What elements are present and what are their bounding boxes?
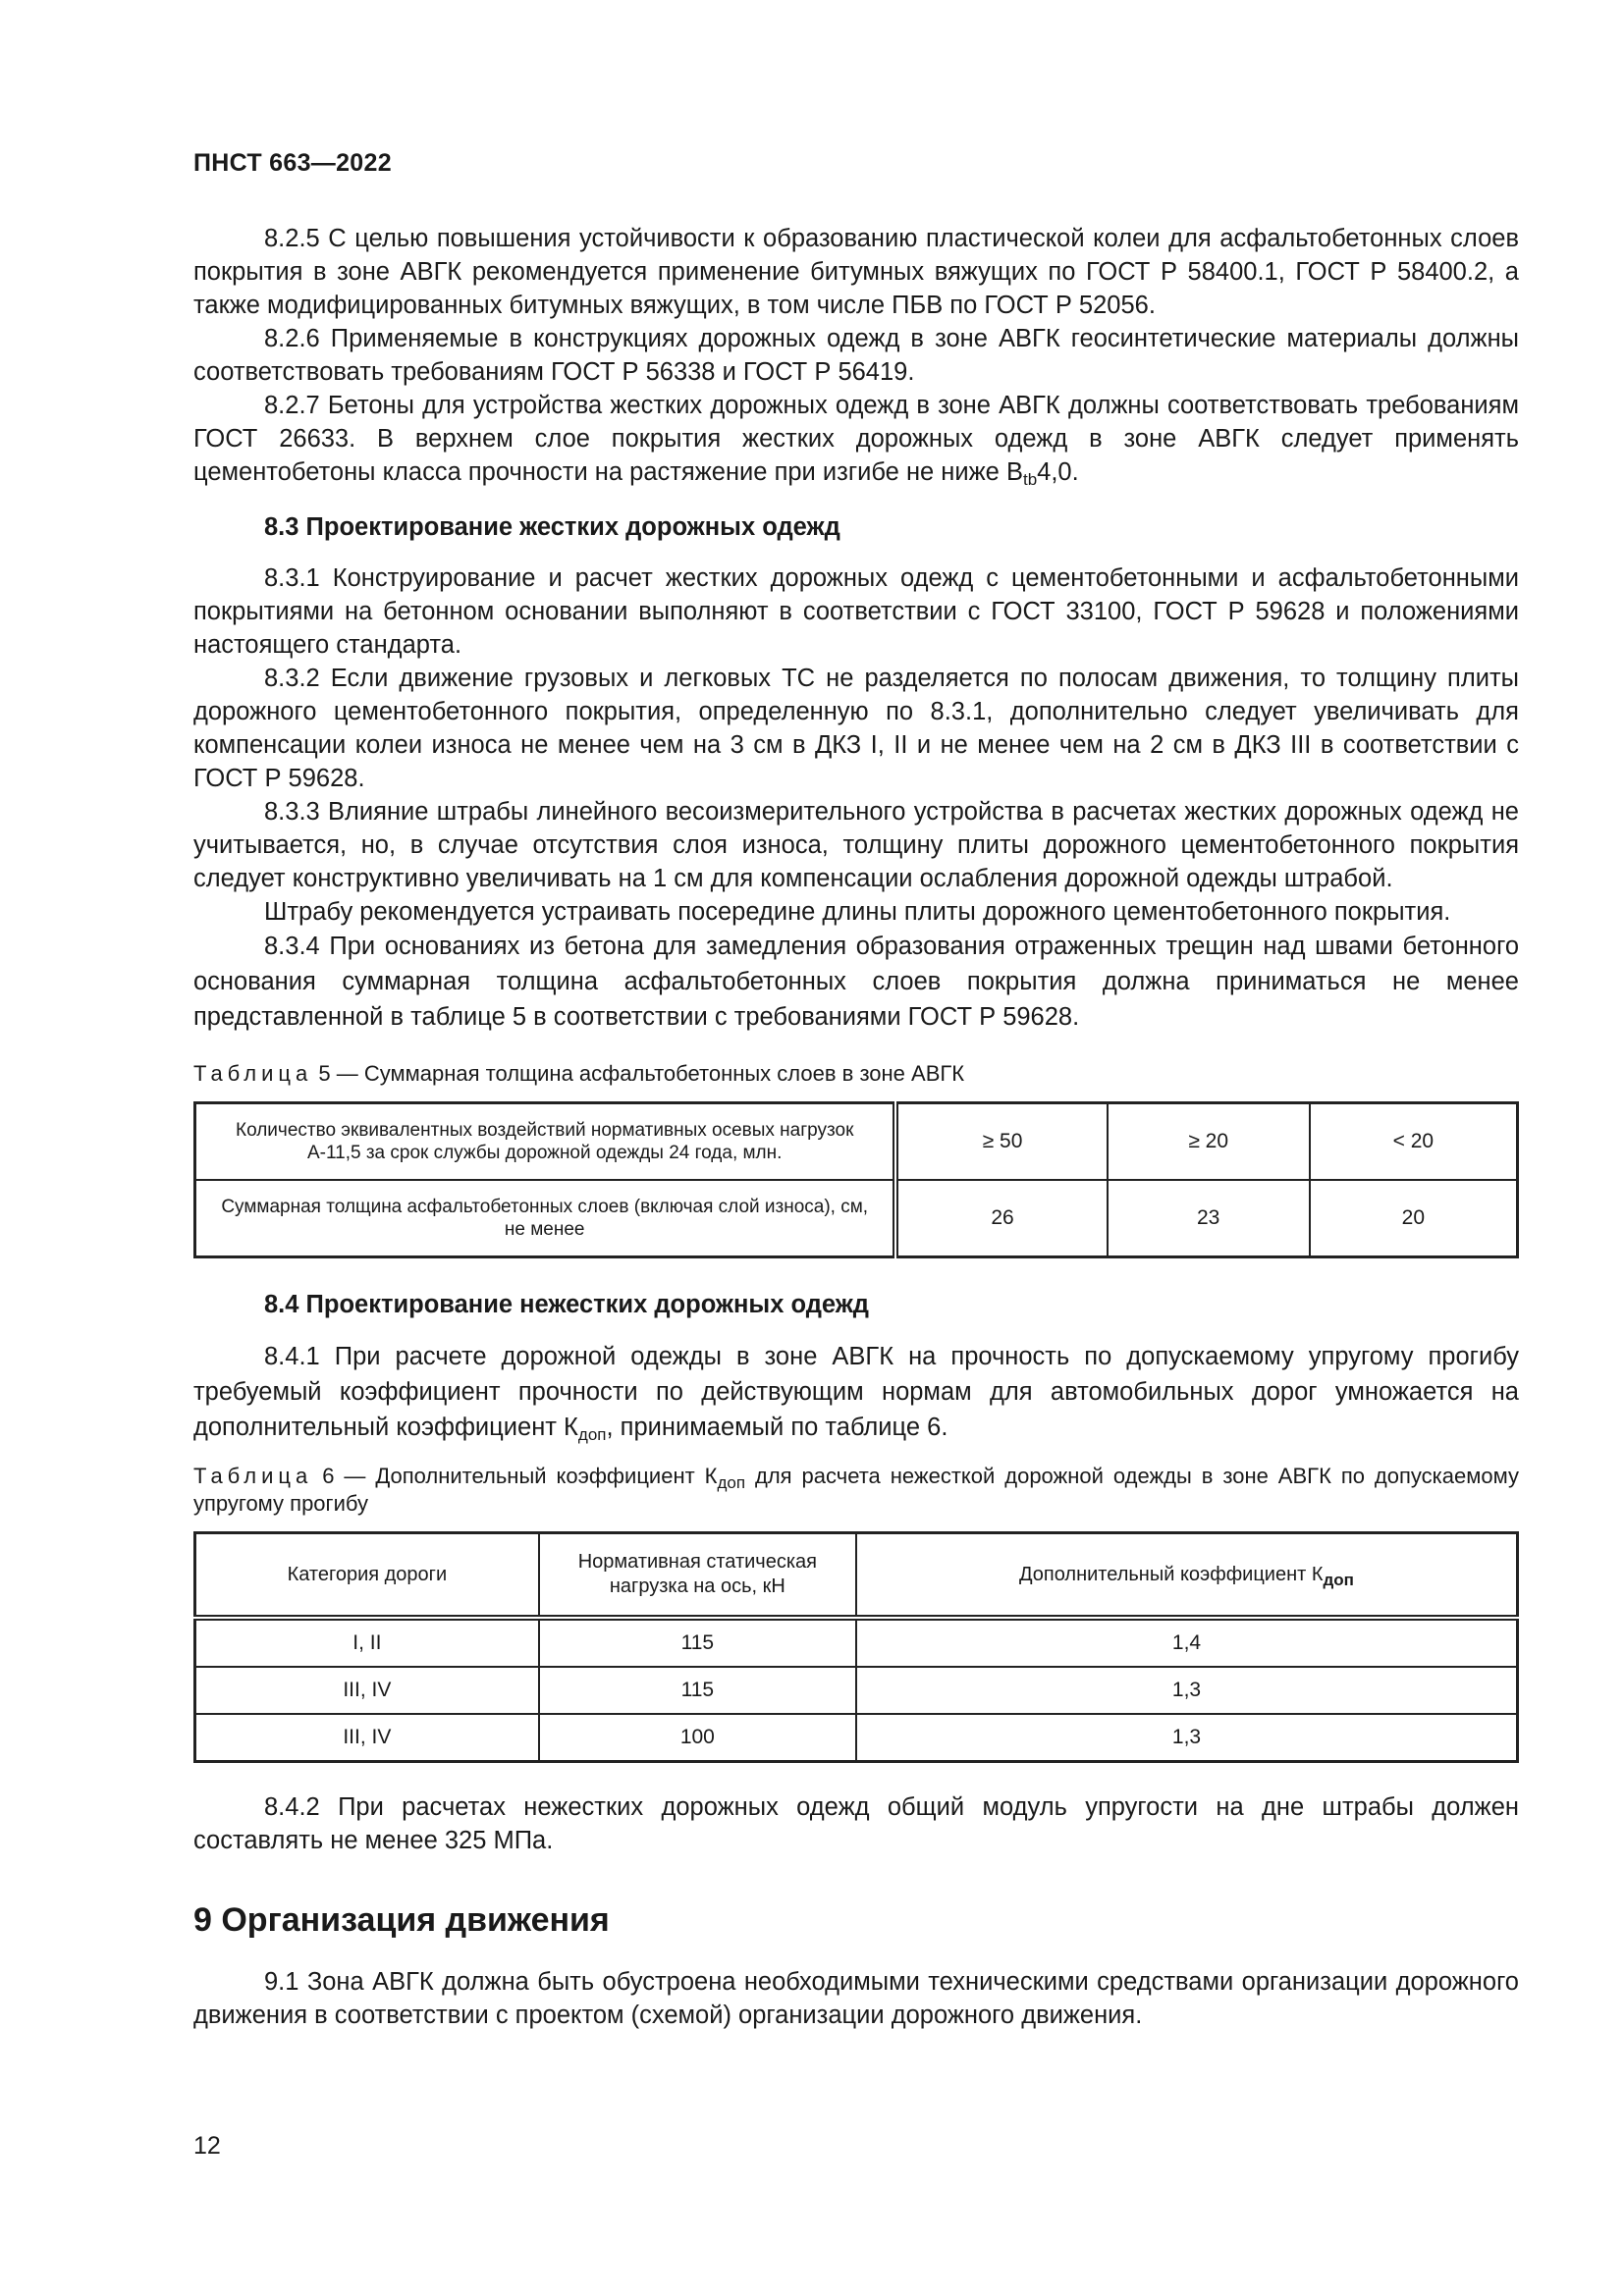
table-cell: < 20 xyxy=(1310,1103,1518,1181)
subscript: доп xyxy=(577,1425,607,1444)
table-cell-label: Суммарная толщина асфальтобетонных слоев (включая слой износа), см, не менее xyxy=(195,1180,896,1257)
section-title-9: 9 Организация движения xyxy=(193,1901,610,1939)
subscript: tb xyxy=(1022,470,1038,489)
paragraph-8-2-5: 8.2.5 С целью повышения устойчивости к образованию пластической колеи для асфальтобетонных слоев покрытия в зоне АВГК рекомендуется применение битумных вяжущих по ГОСТ Р 58400.1, ГОСТ Р 58400.2, а также модифицированных битумных вяжущих, в том числе ПБВ по ГОСТ Р 52056. xyxy=(193,225,1519,319)
paragraph-8-4-2: 8.4.2 При расчетах нежестких дорожных одежд общий модуль упругости на дне штрабы должен составлять не менее 325 МПа. xyxy=(193,1793,1519,1854)
paragraph-8-3-4: 8.3.4 При основаниях из бетона для замедления образования отраженных трещин над швами бетонного основания суммарная толщина асфальтобетонных слоев покрытия должна приниматься не менее представленной в таблице 5 в соответствии с требованиями ГОСТ Р 59628. xyxy=(193,933,1519,1031)
table-cell: 115 xyxy=(539,1667,856,1714)
paragraph-tail: , принимаемый по таблице 6. xyxy=(606,1414,948,1441)
table-cell: 26 xyxy=(895,1180,1107,1257)
table-5-caption xyxy=(193,1060,1519,1088)
table-6 xyxy=(193,1531,1519,1763)
paragraph-8-3-3: 8.3.3 Влияние штрабы линейного весоизмерительного устройства в расчетах жестких дорожных одежд не учитывается, но, в случае отсутствия слоя износа, толщину плиты дорожного цементобетонного покрытия следует конструктивно увеличивать на 1 см для компенсации ослабления дорожной одежды штрабой. xyxy=(193,798,1519,892)
paragraph-9-1: 9.1 Зона АВГК должна быть обустроена необходимыми техническими средствами организации дорожного движения в соответствии с проектом (схемой) организации дорожного движения. xyxy=(193,1968,1519,2029)
caption-text: 6 — Дополнительный коэффициент К xyxy=(322,1464,718,1488)
column-header xyxy=(856,1533,1518,1619)
paragraph-8-4-1 xyxy=(193,1339,1519,1445)
subscript: доп xyxy=(717,1473,746,1492)
page-content xyxy=(193,222,1519,2032)
table-cell-label: Количество эквивалентных воздействий нормативных осевых нагрузок А-11,5 за срок службы дорожной одежды 24 года, млн. xyxy=(195,1103,896,1181)
caption-word: Таблица xyxy=(193,1061,313,1086)
document-code-header: ПНСТ 663—2022 xyxy=(193,149,392,177)
column-header: Категория дороги xyxy=(195,1533,539,1619)
table-row xyxy=(195,1618,1518,1667)
table-row xyxy=(195,1180,1518,1257)
column-header-text: Дополнительный коэффициент К xyxy=(1019,1563,1324,1585)
table-cell: 1,4 xyxy=(856,1618,1518,1667)
table-cell: ≥ 20 xyxy=(1108,1103,1310,1181)
paragraph-tail: 4,0. xyxy=(1037,458,1079,486)
table-cell: III, IV xyxy=(195,1714,539,1762)
paragraph-text: 8.2.7 Бетоны для устройства жестких дорожных одежд в зоне АВГК должны соответствовать требованиям ГОСТ 26633. В верхнем слое покрытия жестких дорожных одежд в зоне АВГК следует применять цементобетоны класса прочности на растяжение при изгибе не ниже B xyxy=(193,392,1519,486)
table-header-row xyxy=(195,1533,1518,1619)
section-title-8-3: 8.3 Проектирование жестких дорожных одежд xyxy=(264,513,840,541)
subscript: доп xyxy=(1323,1570,1354,1589)
caption-word: Таблица xyxy=(193,1464,313,1488)
table-cell: ≥ 50 xyxy=(895,1103,1107,1181)
paragraph-8-3-1: 8.3.1 Конструирование и расчет жестких дорожных одежд с цементобетонными и асфальтобетонными покрытиями на бетонном основании выполняют в соответствии с ГОСТ 33100, ГОСТ Р 59628 и положениями настоящего стандарта. xyxy=(193,564,1519,659)
table-6-caption xyxy=(193,1463,1519,1518)
table-cell: 115 xyxy=(539,1618,856,1667)
table-row xyxy=(195,1714,1518,1762)
table-5 xyxy=(193,1101,1519,1258)
paragraph-shtraba: Штрабу рекомендуется устраивать посередине длины плиты дорожного цементобетонного покрытия. xyxy=(264,898,1451,926)
table-row xyxy=(195,1103,1518,1181)
paragraph-text: 8.4.1 При расчете дорожной одежды в зоне АВГК на прочность по допускаемому упругому прогибу требуемый коэффициент прочности по действующим нормам для автомобильных дорог умножается на дополнительный коэффициент К xyxy=(193,1343,1519,1441)
table-cell: 1,3 xyxy=(856,1667,1518,1714)
paragraph-8-2-7 xyxy=(193,389,1519,489)
column-header: Нормативная статическая нагрузка на ось, кН xyxy=(539,1533,856,1619)
table-cell: I, II xyxy=(195,1618,539,1667)
table-cell: 23 xyxy=(1108,1180,1310,1257)
page-number: 12 xyxy=(193,2132,221,2160)
table-cell: 20 xyxy=(1310,1180,1518,1257)
section-title-8-4: 8.4 Проектирование нежестких дорожных одежд xyxy=(264,1291,869,1318)
paragraph-8-3-2: 8.3.2 Если движение грузовых и легковых ТС не разделяется по полосам движения, то толщину плиты дорожного цементобетонного покрытия, определенную по 8.3.1, дополнительно следует увеличивать для компенсации колеи износа не менее чем на 3 см в ДКЗ I, II и не менее чем на 2 см в ДКЗ III в соответствии с ГОСТ Р 59628. xyxy=(193,665,1519,792)
table-cell: III, IV xyxy=(195,1667,539,1714)
table-cell: 100 xyxy=(539,1714,856,1762)
caption-tail: для расчета нежесткой дорожной одежды в зоне АВГК по допускаемому упругому прогибу xyxy=(193,1464,1519,1516)
caption-text: 5 — Суммарная толщина асфальтобетонных слоев в зоне АВГК xyxy=(318,1061,965,1086)
table-row xyxy=(195,1667,1518,1714)
paragraph-8-2-6: 8.2.6 Применяемые в конструкциях дорожных одежд в зоне АВГК геосинтетические материалы должны соответствовать требованиям ГОСТ Р 56338 и ГОСТ Р 56419. xyxy=(193,325,1519,386)
table-cell: 1,3 xyxy=(856,1714,1518,1762)
